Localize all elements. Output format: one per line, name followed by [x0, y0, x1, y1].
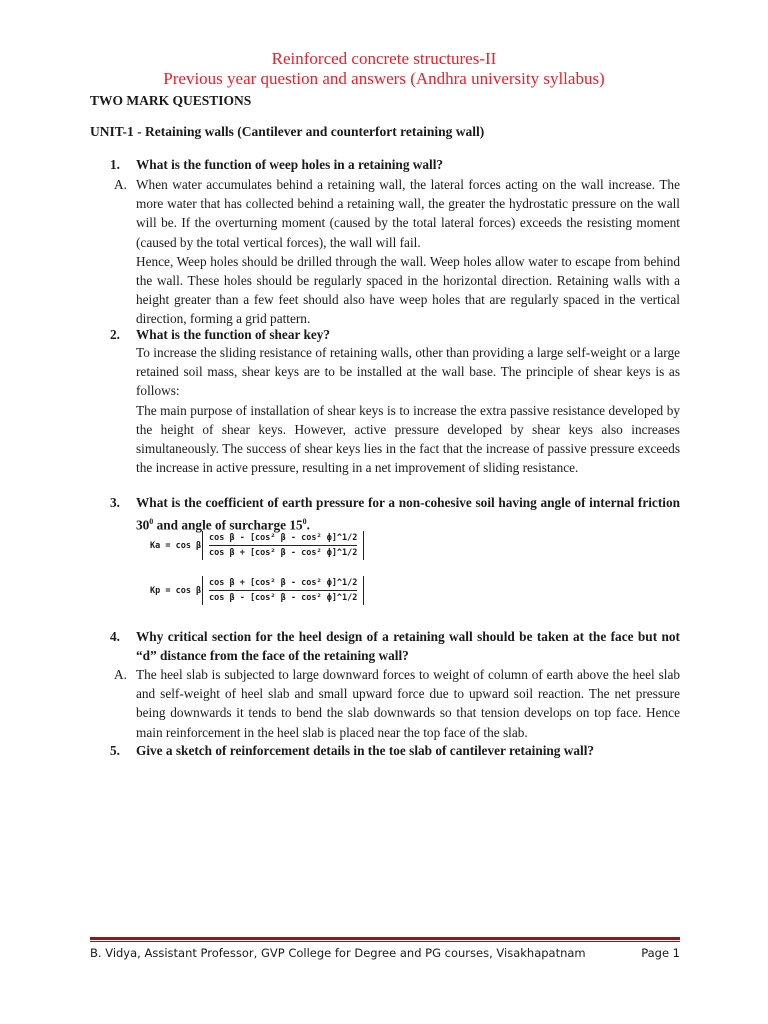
- answer-1: [114, 175, 680, 329]
- answer-4: [114, 665, 680, 742]
- formula-numerator: cos β - [cos² β - cos² ϕ]^1/2: [209, 533, 357, 546]
- answer-2: [136, 343, 680, 477]
- answer-paragraph: To increase the sliding resistance of retaining walls, other than providing a large self-weight or a large retained soil mass, shear keys are to be installed at the wall base. The principle of shear keys is as follows:: [136, 345, 680, 399]
- section-heading: TWO MARK QUESTIONS: [90, 93, 252, 108]
- formula-lhs: Kp = cos β: [150, 585, 202, 596]
- question-5: [110, 741, 680, 760]
- question-number: 4.: [110, 629, 120, 644]
- formula-lhs: Ka = cos β: [150, 540, 202, 551]
- footer-author: B. Vidya, Assistant Professor, GVP College for Degree and PG courses, Visakhapatnam: [90, 946, 586, 960]
- formula-denominator: cos β + [cos² β - cos² ϕ]^1/2: [209, 548, 358, 558]
- answer-paragraph: When water accumulates behind a retaining wall, the lateral forces acting on the wall increase. The more water that has collected behind a retaining wall, the greater the hydrostatic pressure on the wall will be. If the overturning moment (caused by the total lateral forces) exceeds the resisting moment (caused by the total vertical forces), the wall will fail.: [136, 177, 680, 250]
- answer-label: A.: [114, 667, 127, 682]
- formula-kp: [150, 576, 364, 605]
- question-text: What is the coefficient of earth pressure for a non-cohesive soil having angle of internal friction $30^0$ and angle of surcharge $15^0$.: [136, 495, 680, 533]
- answer-text: [136, 665, 680, 742]
- page-number: Page 1: [641, 946, 680, 960]
- question-text: What is the function of weep holes in a retaining wall?: [136, 157, 444, 172]
- question-number: 5.: [110, 743, 120, 758]
- formula-numerator: cos β + [cos² β - cos² ϕ]^1/2: [209, 578, 357, 591]
- answer-label: A.: [114, 177, 127, 192]
- formula-denominator: cos β - [cos² β - cos² ϕ]^1/2: [209, 593, 358, 603]
- answer-paragraph: The main purpose of installation of shear keys is to increase the extra passive resistance developed by the height of shear keys. However, active pressure developed by shear keys also increases simultaneously. The success of shear keys lies in the fact that the increase of passive pressure exceeds the increase in active pressure, resulting in a net improvement of sliding resistance.: [136, 402, 680, 476]
- question-4: [110, 627, 680, 665]
- footer-divider: [90, 937, 680, 940]
- formula-ka: [150, 531, 364, 560]
- question-text: Why critical section for the heel design of a retaining wall should be taken at the face but not “d” distance from the face of the retaining wall?: [136, 629, 680, 663]
- answer-paragraph: Hence, Weep holes should be drilled through the wall. Weep holes allow water to escape from behind the wall. These holes should be regularly spaced in the horizontal direction. Retaining walls with a height greater than a few feet should also have weep holes that are regularly spaced in the vertical direction, forming a grid pattern.: [136, 253, 680, 327]
- document-title: Reinforced concrete structures-II: [271, 49, 497, 68]
- document-subtitle: Previous year question and answers (Andhra university syllabus): [163, 69, 605, 88]
- question-number: 2.: [110, 327, 120, 342]
- question-text: What is the function of shear key?: [136, 327, 331, 342]
- question-number: 3.: [110, 495, 120, 510]
- question-number: 1.: [110, 157, 120, 172]
- question-2: [110, 325, 680, 344]
- question-3: [110, 493, 680, 534]
- unit-heading: UNIT-1 - Retaining walls (Cantilever and counterfort retaining wall): [90, 124, 485, 139]
- answer-paragraph: The heel slab is subjected to large downward forces to weight of column of earth above the heel slab and self-weight of heel slab and small upward force due to upward soil reaction. The net pressure being downwards it tends to bend the slab downwards so that tension develops on top face. Hence main reinforcement in the heel slab is placed near the top face of the slab.: [136, 667, 680, 740]
- answer-text: [136, 175, 680, 329]
- question-1: [110, 155, 680, 174]
- question-text: Give a sketch of reinforcement details in the toe slab of cantilever retaining wall?: [136, 743, 595, 758]
- page-footer: [90, 946, 680, 960]
- footer-divider-thin: [90, 941, 680, 942]
